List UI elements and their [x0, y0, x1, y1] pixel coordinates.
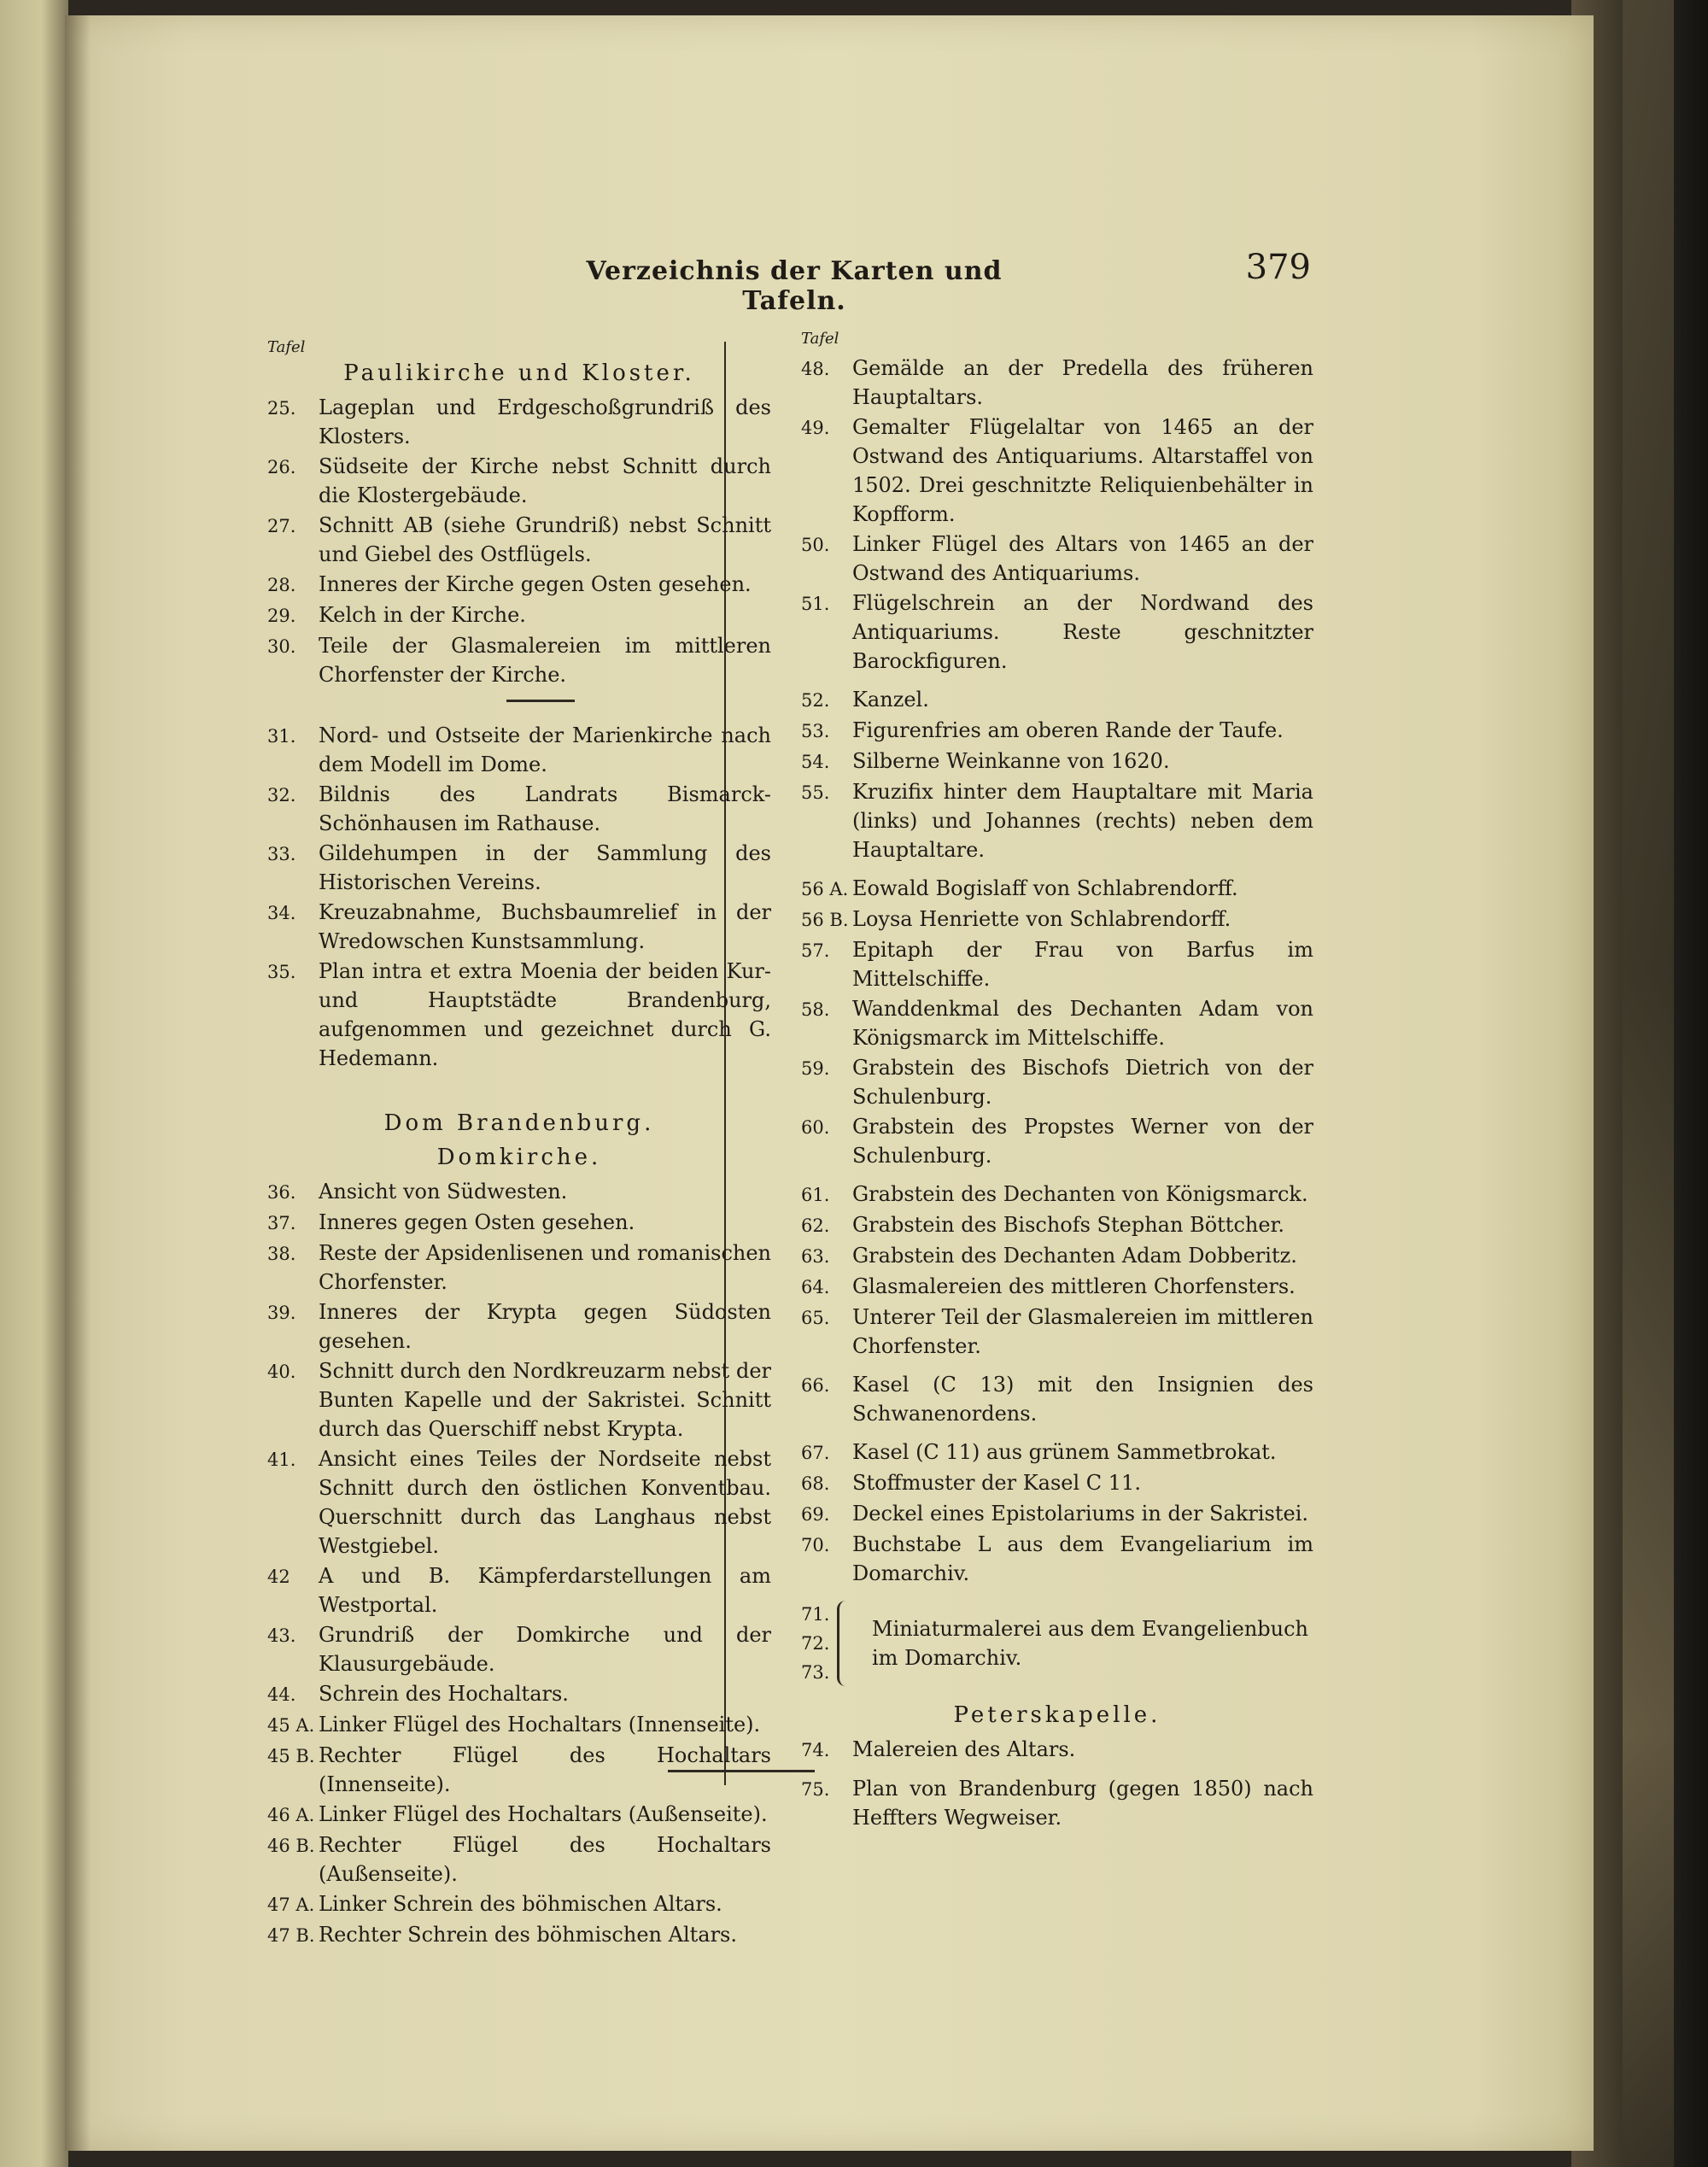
list-item: [267, 393, 771, 451]
entry-number: 60.: [801, 1117, 830, 1138]
entry-number: 74.: [801, 1740, 830, 1760]
entry-text: Grabstein des Propstes Werner von der Schulenburg.: [852, 1115, 1313, 1168]
list-item: [801, 994, 1313, 1052]
entry-text: Grundriß der Domkirche und der Klausurgebäude.: [319, 1623, 771, 1676]
entry-text: Eowald Bogislaff von Schlabrendorff.: [852, 876, 1238, 900]
list-item: [801, 874, 1313, 904]
entry-text: Grabstein des Bischofs Dietrich von der Schulenburg.: [852, 1056, 1313, 1109]
entry-number: 29.: [267, 606, 296, 626]
list-item: [267, 511, 771, 569]
list-item: [801, 530, 1313, 588]
entry-text: Unterer Teil der Glasmalereien im mittleren Chorfenster.: [852, 1305, 1313, 1358]
column-label-right: Tafel: [801, 330, 839, 348]
entry-text: Flügelschrein an der Nordwand des Antiquariums. Reste geschnitzter Barockfiguren.: [852, 591, 1313, 673]
list-item: [801, 777, 1313, 864]
entry-number: 56 B.: [801, 910, 849, 930]
list-item: [801, 1774, 1313, 1832]
entry-text: Figurenfries am oberen Rande der Taufe.: [852, 718, 1284, 742]
list-item: [801, 1499, 1313, 1529]
entry-number: 69.: [801, 1504, 830, 1525]
entry-number: 64.: [801, 1277, 830, 1297]
left-column: [267, 357, 771, 1951]
cover-corner-stripe: [1623, 0, 1674, 2167]
entry-number: 37.: [267, 1213, 296, 1233]
brace-number: 73.: [801, 1662, 830, 1683]
entry-number: 52.: [801, 690, 830, 711]
column-label-left: Tafel: [267, 338, 306, 356]
list-item: [267, 1710, 771, 1740]
entry-list-peterskapelle: [801, 1735, 1313, 1832]
list-item: [267, 1830, 771, 1889]
entry-number: 50.: [801, 535, 830, 555]
entry-text: Loysa Henriette von Schlabrendorff.: [852, 907, 1231, 931]
brace-numbers: [801, 1600, 837, 1687]
list-item: [267, 1561, 771, 1619]
list-item: [801, 1468, 1313, 1498]
entry-text: Gildehumpen in der Sammlung des Historischen Vereins.: [319, 841, 771, 894]
entry-text: Schnitt AB (siehe Grundriß) nebst Schnitt und Giebel des Ostflügels.: [319, 513, 771, 566]
entry-list-paulikirche: [267, 393, 771, 689]
list-item: [267, 1444, 771, 1561]
list-item: [267, 957, 771, 1073]
list-item: [267, 452, 771, 510]
entry-number: 35.: [267, 962, 296, 982]
entry-text: Plan intra et extra Moenia der beiden Kur- und Hauptstädte Brandenburg, aufgenommen und gezeichnet durch G. Hedemann.: [319, 959, 771, 1070]
list-item: [267, 600, 771, 630]
entry-text: Epitaph der Frau von Barfus im Mittelschiffe.: [852, 938, 1313, 991]
entry-text: Grabstein des Bischofs Stephan Böttcher.: [852, 1213, 1285, 1237]
entry-text: Schrein des Hochaltars.: [319, 1682, 569, 1706]
list-item: [267, 1889, 771, 1919]
section-title-peterskapelle: Peterskapelle.: [953, 1702, 1161, 1728]
section-title-dom: Dom Brandenburg.: [383, 1110, 655, 1136]
entry-number: 27.: [267, 516, 296, 536]
list-item: [801, 685, 1313, 715]
entry-number: 40.: [267, 1362, 296, 1382]
entry-text: Rechter Schrein des böhmischen Altars.: [319, 1923, 737, 1947]
entry-text: Inneres der Kirche gegen Osten gesehen.: [319, 572, 752, 596]
entry-text: Gemalter Flügelaltar von 1465 an der Ostwand des Antiquariums. Altarstaffel von 1502. Drei geschnitzte Reliquienbehälter in Kopfform.: [852, 415, 1313, 526]
entry-text: Linker Flügel des Altars von 1465 an der Ostwand des Antiquariums.: [852, 532, 1313, 585]
entry-text: Lageplan und Erdgeschoßgrundriß des Klosters.: [319, 395, 771, 448]
entry-number: 65.: [801, 1308, 830, 1328]
page-number: 379: [1245, 248, 1311, 287]
list-item: [267, 721, 771, 779]
entry-list-marienkirche: [267, 721, 771, 1073]
page-title: Verzeichnis der Karten und Tafeln.: [586, 256, 1003, 316]
entry-text: Plan von Brandenburg (gegen 1850) nach Heffters Wegweiser.: [852, 1777, 1313, 1830]
entry-number: 59.: [801, 1058, 830, 1079]
entry-number: 38.: [267, 1244, 296, 1264]
list-item: [267, 1177, 771, 1207]
entry-number: 49.: [801, 418, 830, 438]
entry-number: 70.: [801, 1535, 830, 1555]
entry-list-domkirche: [267, 1177, 771, 1950]
entry-number: 30.: [267, 636, 296, 657]
entry-text: Rechter Flügel des Hochaltars (Außenseite).: [319, 1833, 771, 1886]
list-item: [801, 1112, 1313, 1170]
entry-text: Grabstein des Dechanten von Königsmarck.: [852, 1182, 1308, 1206]
left-page-edge: [0, 0, 68, 2167]
entry-number: 26.: [267, 457, 296, 477]
entry-text: Wanddenkmal des Dechanten Adam von Königsmarck im Mittelschiffe.: [852, 997, 1313, 1050]
section-subtitle-domkirche: Domkirche.: [436, 1145, 602, 1170]
entry-text: Silberne Weinkanne von 1620.: [852, 749, 1170, 773]
entry-text: Südseite der Kirche nebst Schnitt durch die Klostergebäude.: [319, 454, 771, 507]
entry-text: Kruzifix hinter dem Hauptaltare mit Maria (links) und Johannes (rechts) neben dem Hauptaltare.: [852, 780, 1313, 862]
entry-number: 61.: [801, 1185, 830, 1205]
entry-number: 62.: [801, 1215, 830, 1236]
entry-number: 63.: [801, 1246, 830, 1267]
entry-text: Teile der Glasmalereien im mittleren Chorfenster der Kirche.: [319, 634, 771, 687]
entry-number: 45 B.: [267, 1746, 315, 1766]
list-item: [801, 1210, 1313, 1240]
entry-text: Inneres gegen Osten gesehen.: [319, 1210, 635, 1234]
list-item: [801, 935, 1313, 993]
entry-number: 47 A.: [267, 1895, 315, 1915]
entry-number: 75.: [801, 1779, 830, 1800]
entry-text: Linker Flügel des Hochaltars (Außenseite).: [319, 1802, 768, 1826]
list-item: [267, 1679, 771, 1709]
entry-text: Ansicht von Südwesten.: [319, 1180, 568, 1204]
list-item: [267, 1920, 771, 1950]
entry-number: 39.: [267, 1303, 296, 1323]
entry-text: Grabstein des Dechanten Adam Dobberitz.: [852, 1244, 1297, 1268]
list-item: [801, 716, 1313, 746]
entry-text: Kelch in der Kirche.: [319, 603, 526, 627]
list-item: [267, 1297, 771, 1356]
list-item: [801, 905, 1313, 934]
list-item: [801, 413, 1313, 529]
entry-text: Schnitt durch den Nordkreuzarm nebst der Bunten Kapelle und der Sakristei. Schnitt durch das Querschiff nebst Krypta.: [319, 1359, 771, 1441]
entry-number: 57.: [801, 940, 830, 961]
entry-text: Inneres der Krypta gegen Südosten gesehen.: [319, 1300, 771, 1353]
list-item: [801, 1530, 1313, 1588]
list-item: [267, 898, 771, 956]
entry-number: 66.: [801, 1375, 830, 1396]
entry-text: Bildnis des Landrats Bismarck-Schönhausen im Rathause.: [319, 782, 771, 835]
entry-text: Gemälde an der Predella des früheren Hauptaltars.: [852, 356, 1313, 409]
entry-number: 51.: [801, 594, 830, 614]
list-item: [267, 631, 771, 689]
entry-number: 56 A.: [801, 879, 849, 899]
section-title-paulikirche: Paulikirche und Kloster.: [343, 360, 695, 386]
entry-number: 55.: [801, 782, 830, 803]
entry-number: 42: [267, 1567, 290, 1587]
entry-text: Glasmalereien des mittleren Chorfensters.: [852, 1274, 1296, 1298]
list-item: [801, 589, 1313, 676]
entry-text: Kreuzabnahme, Buchsbaumrelief in der Wredowschen Kunstsammlung.: [319, 900, 771, 953]
entry-number: 45 A.: [267, 1715, 315, 1736]
entry-text: Kanzel.: [852, 688, 929, 712]
right-column: [801, 354, 1313, 1833]
list-item: [267, 780, 771, 838]
entry-number: 25.: [267, 398, 296, 419]
entry-number: 31.: [267, 726, 296, 747]
curly-brace: [837, 1601, 860, 1686]
list-item: [801, 1272, 1313, 1302]
entry-number: 36.: [267, 1182, 296, 1203]
entry-text: A und B. Kämpferdarstellungen am Westportal.: [319, 1564, 771, 1617]
list-item: [267, 1800, 771, 1830]
entry-number: 28.: [267, 575, 296, 595]
entry-text: Kasel (C 11) aus grünem Sammetbrokat.: [852, 1440, 1277, 1464]
spine-shadow: [65, 15, 91, 2151]
entry-text: Linker Flügel des Hochaltars (Innenseite).: [319, 1713, 761, 1737]
brace-number: 72.: [801, 1633, 830, 1654]
entry-text: Reste der Apsidenlisenen und romanischen Chorfenster.: [319, 1241, 771, 1294]
entry-number: 58.: [801, 999, 830, 1020]
entry-number: 67.: [801, 1443, 830, 1463]
entry-text: Nord- und Ostseite der Marienkirche nach dem Modell im Dome.: [319, 723, 771, 776]
list-item: [801, 1438, 1313, 1467]
entry-text: Buchstabe L aus dem Evangeliarium im Domarchiv.: [852, 1532, 1313, 1585]
list-item: [801, 1735, 1313, 1765]
entry-number: 43.: [267, 1625, 296, 1646]
entry-number: 33.: [267, 844, 296, 864]
list-item: [801, 1053, 1313, 1111]
entry-number: 34.: [267, 903, 296, 923]
list-item: [267, 1356, 771, 1444]
entry-number: 44.: [267, 1684, 296, 1705]
brace-text: Miniaturmalerei aus dem Evangelienbuch im Domarchiv.: [872, 1617, 1308, 1670]
list-item: [801, 747, 1313, 776]
entry-number: 68.: [801, 1473, 830, 1494]
entry-list-right: [801, 354, 1313, 1588]
entry-number: 46 A.: [267, 1805, 315, 1825]
list-item: [267, 1208, 771, 1238]
brace-number: 71.: [801, 1604, 830, 1625]
list-item: [801, 1303, 1313, 1361]
list-item: [801, 354, 1313, 412]
list-item: [801, 1370, 1313, 1428]
closing-rule: [668, 1770, 815, 1772]
list-item: [267, 1620, 771, 1678]
entry-number: 46 B.: [267, 1836, 315, 1856]
entry-text: Deckel eines Epistolariums in der Sakristei.: [852, 1502, 1309, 1526]
entry-number: 32.: [267, 785, 296, 805]
list-item: [801, 1241, 1313, 1271]
entry-number: 48.: [801, 359, 830, 379]
entry-text: Rechter Flügel des Hochaltars (Innenseite).: [319, 1743, 771, 1796]
list-item: [267, 1239, 771, 1297]
brace-group-71-73: [801, 1600, 1313, 1687]
entry-number: 41.: [267, 1450, 296, 1470]
section-separator: [506, 700, 575, 702]
list-item: [801, 1180, 1313, 1209]
list-item: [267, 570, 771, 600]
entry-number: 53.: [801, 721, 830, 741]
entry-text: Ansicht eines Teiles der Nordseite nebst Schnitt durch den östlichen Konventbau. Querschnitt durch das Langhaus nebst Westgiebel.: [319, 1447, 771, 1558]
entry-text: Linker Schrein des böhmischen Altars.: [319, 1892, 722, 1916]
list-item: [267, 839, 771, 897]
entry-number: 54.: [801, 752, 830, 772]
entry-text: Stoffmuster der Kasel C 11.: [852, 1471, 1141, 1495]
entry-text: Kasel (C 13) mit den Insignien des Schwanenordens.: [852, 1373, 1313, 1426]
entry-number: 47 B.: [267, 1925, 315, 1946]
entry-text: Malereien des Altars.: [852, 1737, 1076, 1761]
